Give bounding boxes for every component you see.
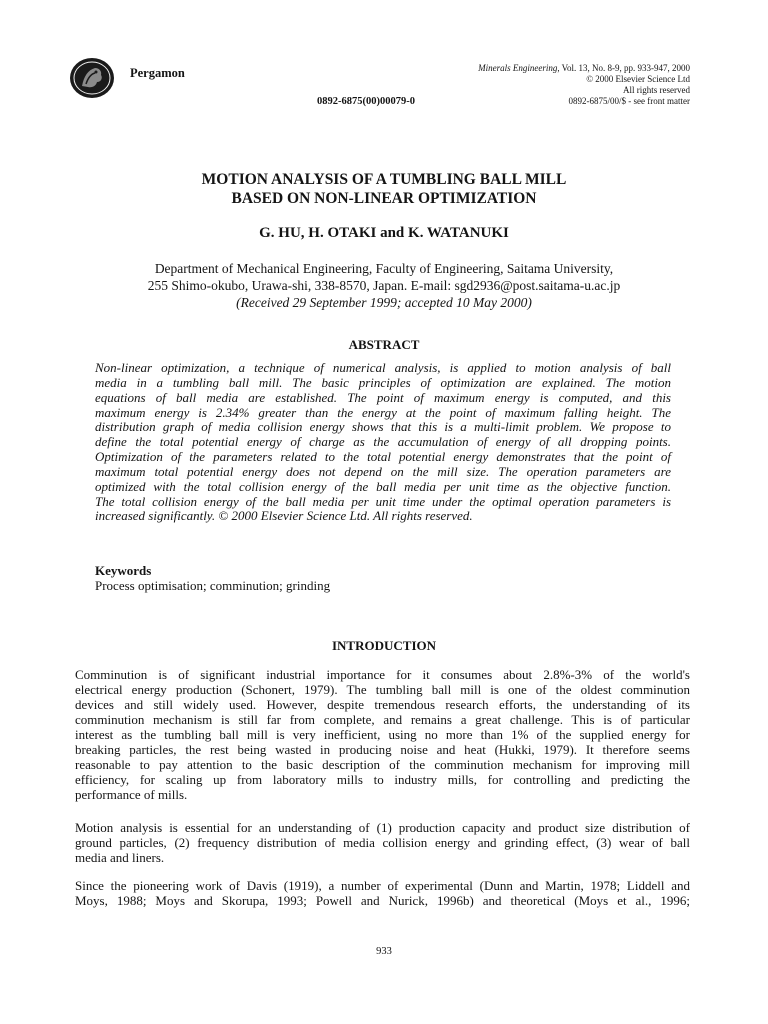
intro-paragraph-2 xyxy=(75,820,690,865)
body-line: Moys, 1988; Moys and Skorupa, 1993; Powell and Nurick, 1996b) and theoretical (Moys et al., 1996; xyxy=(75,893,690,908)
intro-paragraph-1 xyxy=(75,667,690,802)
body-line: comminution mechanism is still far from complete, and remains a great challenge. This is of particular xyxy=(75,712,690,727)
keywords-list: Process optimisation; comminution; grinding xyxy=(95,578,331,593)
body-line: reasonable to pay attention to the basic description of the comminution mechanism for improving mill xyxy=(75,757,690,772)
body-line: Comminution is of significant industrial importance for it consumes about 2.8%-3% of the world's xyxy=(75,667,690,682)
paper-title xyxy=(0,170,768,208)
body-line: electrical energy production (Schonert, 1979). The tumbling ball mill is one of the oldest comminution xyxy=(75,682,690,697)
rights-line: All rights reserved xyxy=(623,85,690,95)
publisher-name: Pergamon xyxy=(130,66,185,80)
affiliation-line: Department of Mechanical Engineering, Faculty of Engineering, Saitama University, xyxy=(154,261,614,276)
affiliation xyxy=(0,260,768,311)
title-line: BASED ON NON-LINEAR OPTIMIZATION xyxy=(231,190,537,207)
abstract-heading: ABSTRACT xyxy=(348,337,420,352)
affiliation-line: 255 Shimo-okubo, Urawa-shi, 338-8570, Japan. E-mail: sgd2936@post.saitama-u.ac.jp xyxy=(147,278,621,293)
keywords-heading: Keywords xyxy=(95,563,152,578)
abstract-line: increased significantly. © 2000 Elsevier Science Ltd. All rights reserved. xyxy=(95,508,473,524)
abstract-line: maximum total potential energy does not depend on the mill size. The operation parameters are xyxy=(95,463,671,479)
body-line: devices and still widely used. However, despite tremendous research efforts, the understanding of its xyxy=(75,697,690,712)
received-dates: (Received 29 September 1999; accepted 10 May 2000) xyxy=(236,295,532,310)
body-line: ground particles, (2) frequency distribution of media collision energy and grinding effect, (3) wear of ball xyxy=(75,835,690,850)
body-line: interest as the tumbling ball mill is very inefficient, using no more than 1% of the supplied energy for xyxy=(75,727,690,742)
introduction-heading: INTRODUCTION xyxy=(331,638,436,653)
abstract-line: Optimization of the parameters related to the total potential energy demonstrates that the point of xyxy=(95,449,671,465)
abstract-line: Non-linear optimization, a technique of numerical analysis, is applied to motion analysis of ball xyxy=(95,360,671,375)
abstract-line: optimized with the total collision energy of the ball media per unit time as the objective function. xyxy=(95,478,671,494)
abstract-line: equations of ball media are established. The point of maximum energy is computed, and this xyxy=(95,389,671,405)
journal-citation xyxy=(478,63,690,74)
author-list: G. HU, H. OTAKI and K. WATANUKI xyxy=(259,225,509,241)
page-number: 933 xyxy=(376,946,392,957)
body-line: Motion analysis is essential for an understanding of (1) production capacity and product size distribution of xyxy=(75,820,690,835)
title-line: MOTION ANALYSIS OF A TUMBLING BALL MILL xyxy=(201,171,567,188)
journal-citation-block xyxy=(478,63,690,107)
abstract-line: The total collision energy of the ball media per unit time under the optimal operation parameters is xyxy=(95,493,671,509)
abstract-body xyxy=(95,361,671,524)
abstract-line: media in a tumbling ball mill. The basic principles of optimization are explained. The motion xyxy=(95,374,671,390)
abstract-line: maximum energy is 2.34% greater than the energy at the point of maximum falling height. The xyxy=(95,404,671,420)
abstract-line: define the total potential energy of charge as the accumulation of energy of all dropping points. xyxy=(95,434,671,450)
body-line: efficiency, for scaling up from laboratory mills to industry mills, for controlling and predicting the xyxy=(75,772,690,787)
abstract-line: distribution graph of media collision energy shows that this is a multi-limit problem. We propose to xyxy=(95,419,671,435)
journal-details: , Vol. 13, No. 8-9, pp. 933-947, 2000 xyxy=(557,63,690,73)
body-line: media and liners. xyxy=(75,850,165,865)
journal-name: Minerals Engineering xyxy=(478,63,558,73)
doi-number: 0892-6875(00)00079-0 xyxy=(317,96,415,107)
elsevier-tree-logo-icon xyxy=(68,56,116,100)
body-line: performance of mills. xyxy=(75,787,188,802)
issn-line: 0892-6875/00/$ - see front matter xyxy=(568,96,690,106)
copyright-line: © 2000 Elsevier Science Ltd xyxy=(586,74,690,84)
intro-paragraph-3 xyxy=(75,878,690,908)
body-line: Since the pioneering work of Davis (1919), a number of experimental (Dunn and Martin, 1978; Liddell and xyxy=(75,878,690,893)
body-line: breaking particles, the rest being wasted in producing noise and heat (Hukki, 1979). It therefore seems xyxy=(75,742,690,757)
